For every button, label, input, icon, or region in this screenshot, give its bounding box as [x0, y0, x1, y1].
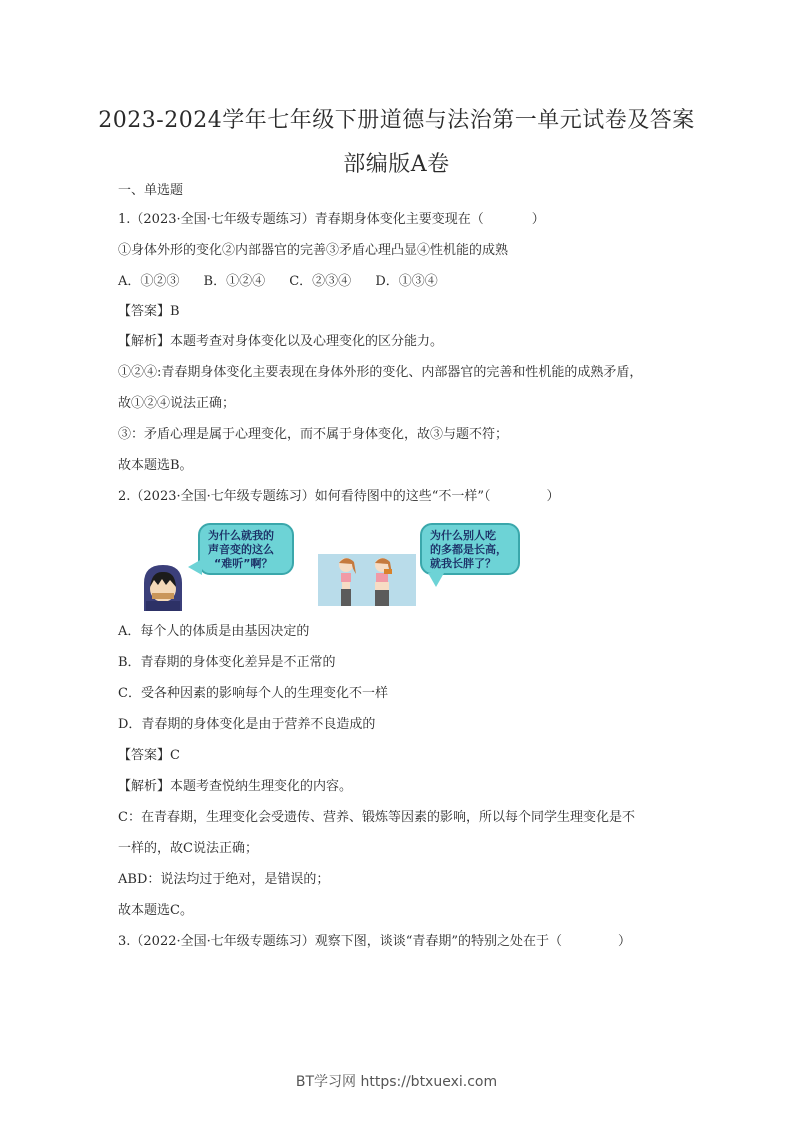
question-2-answer: 【答案】C	[118, 748, 180, 763]
question-1-analysis-line: ③：矛盾心理是属于心理变化，而不属于身体变化，故③与题不符；	[118, 427, 509, 442]
question-1-analysis-line: ①②④:青春期身体变化主要表现在身体外形的变化、内部器官的完善和性机能的成熟矛盾，	[118, 365, 643, 380]
question-1-analysis-line: 故①②④说法正确；	[118, 396, 236, 411]
question-2-stem: 2.（2023·全国·七年级专题练习）如何看待图中的这些“不一样”（ ）	[118, 489, 560, 504]
speech-bubble-left: 为什么就我的 声音变的这么 “难听”啊？	[198, 523, 294, 575]
document-title: 2023-2024学年七年级下册道德与法治第一单元试卷及答案	[98, 108, 695, 133]
question-2-analysis-line: 一样的，故C说法正确；	[118, 841, 258, 856]
question-2-figure	[136, 521, 536, 613]
option-c: C．②③④	[289, 274, 352, 289]
question-2-analysis-line: 【解析】本题考查悦纳生理变化的内容。	[118, 779, 353, 794]
question-3-stem: 3.（2022·全国·七年级专题练习）观察下图，谈谈“青春期”的特别之处在于（ ）	[118, 934, 632, 949]
footer-watermark: BT学习网 https://btxuexi.com	[295, 1074, 498, 1090]
hooded-boy-illustration	[140, 563, 186, 611]
question-2-option-d: D．青春期的身体变化是由于营养不良造成的	[118, 717, 376, 732]
document-subtitle: 部编版A卷	[343, 152, 450, 177]
question-2-analysis-line: 故本题选C。	[118, 903, 193, 918]
question-1-answer: 【答案】B	[118, 304, 180, 319]
question-1-statements: ①身体外形的变化②内部器官的完善③矛盾心理凸显④性机能的成熟	[118, 243, 509, 258]
question-2-option-b: B．青春期的身体变化差异是不正常的	[118, 655, 336, 670]
question-2-analysis-line: C：在青春期，生理变化会受遗传、营养、锻炼等因素的影响，所以每个同学生理变化是不	[118, 810, 635, 825]
two-girls-illustration	[318, 554, 416, 606]
question-1-options	[118, 274, 458, 290]
question-1-stem: 1.（2023·全国·七年级专题练习）青春期身体变化主要变现在（ ）	[118, 212, 545, 227]
option-b: B．①②④	[203, 274, 266, 289]
speech-bubble-right: 为什么别人吃 的多都是长高， 就我长胖了？	[420, 523, 520, 575]
question-2-option-c: C．受各种因素的影响每个人的生理变化不一样	[118, 686, 388, 701]
option-d: D．①③④	[375, 274, 438, 289]
question-1-analysis-line: 【解析】本题考查对身体变化以及心理变化的区分能力。	[118, 334, 444, 349]
question-2-analysis-line: ABD：说法均过于绝对，是错误的；	[118, 872, 330, 887]
question-1-analysis-line: 故本题选B。	[118, 458, 193, 473]
option-a: A．①②③	[118, 274, 180, 289]
section-heading: 一、单选题	[118, 183, 184, 198]
question-2-option-a: A．每个人的体质是由基因决定的	[118, 624, 310, 639]
